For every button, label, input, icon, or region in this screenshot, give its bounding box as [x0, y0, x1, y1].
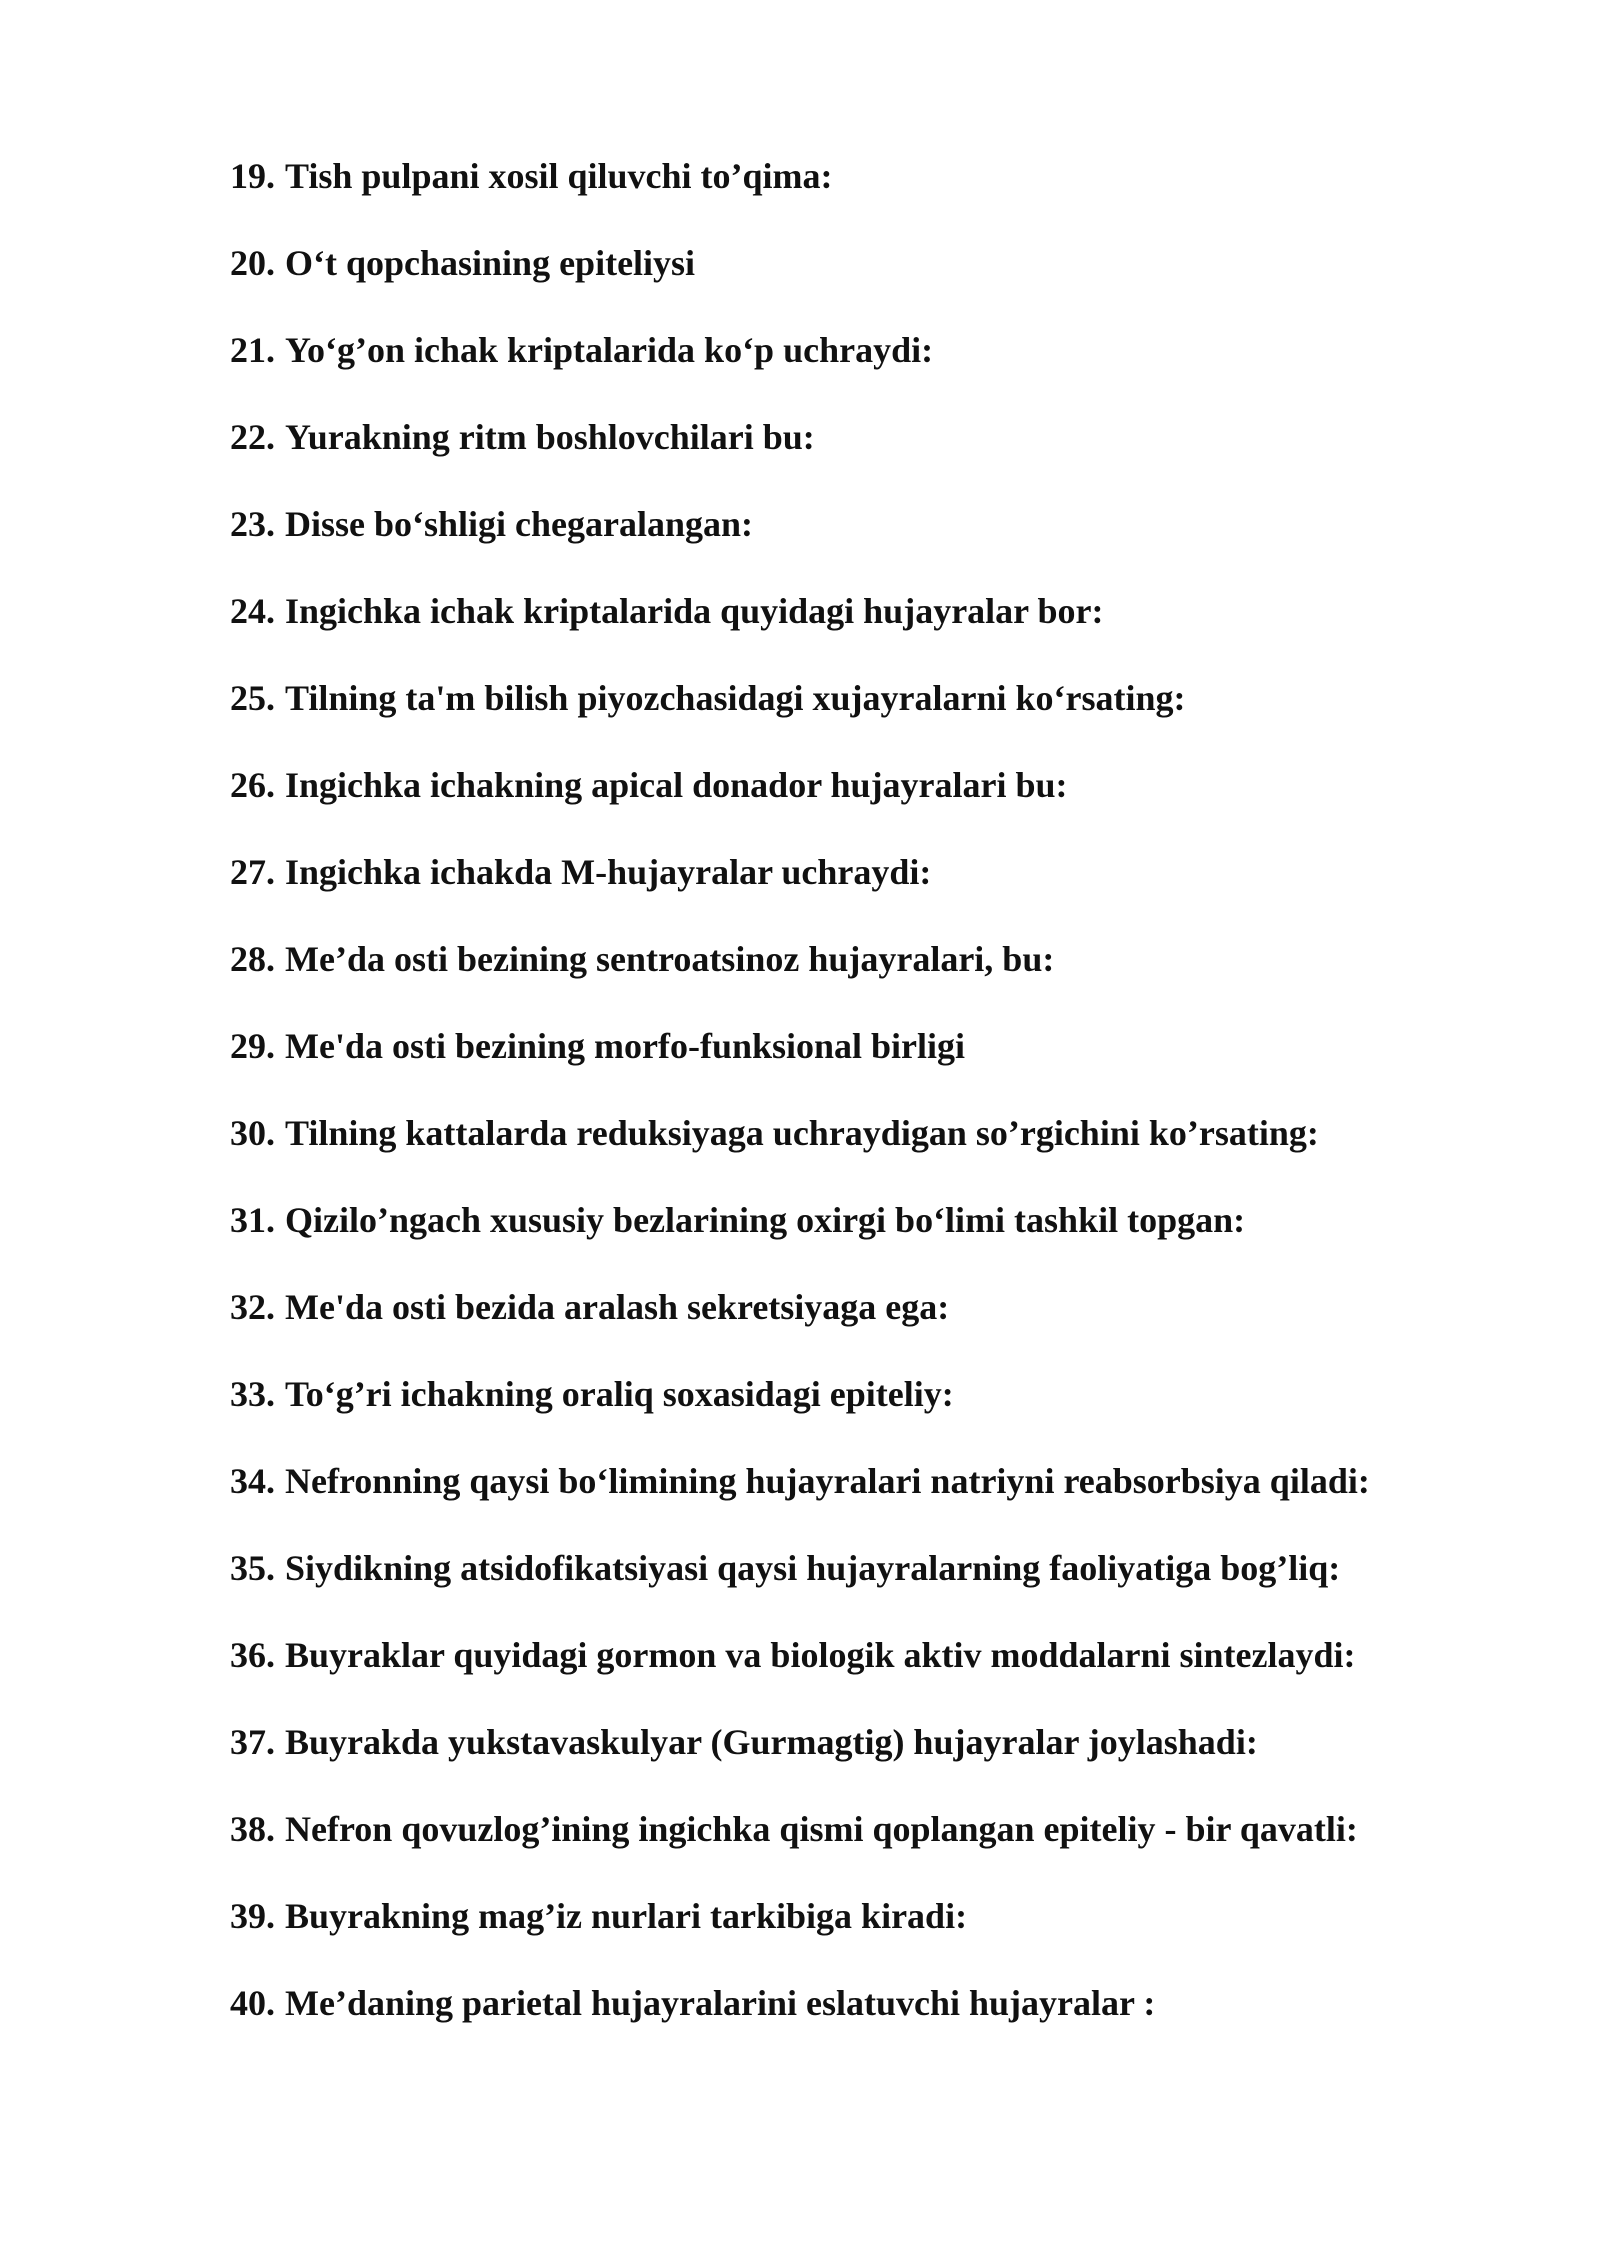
- question-text: Buyrakda yukstavaskulyar (Gurmagtig) hujayralar joylashadi:: [285, 1722, 1258, 1762]
- question-item: [230, 757, 1550, 844]
- question-item: [230, 409, 1550, 496]
- question-number: 39.: [230, 1896, 275, 1936]
- question-number: 33.: [230, 1374, 275, 1414]
- question-text: Tish pulpani xosil qiluvchi to’qima:: [285, 156, 833, 196]
- question-text: Qizilo’ngach xususiy bezlarining oxirgi bo‘limi tashkil topgan:: [285, 1200, 1246, 1240]
- question-number: 35.: [230, 1548, 275, 1588]
- question-number: 23.: [230, 504, 275, 544]
- question-item: [230, 1801, 1550, 1888]
- question-item: [230, 1366, 1550, 1453]
- question-item: [230, 844, 1550, 931]
- question-text: Nefronning qaysi bo‘limining hujayralari natriyni reabsorbsiya qiladi:: [285, 1461, 1370, 1501]
- question-item: [230, 1453, 1550, 1540]
- question-number: 19.: [230, 156, 275, 196]
- question-item: [230, 1888, 1550, 1975]
- question-number: 25.: [230, 678, 275, 718]
- question-item: [230, 1540, 1550, 1627]
- question-text: Yo‘g’on ichak kriptalarida ko‘p uchraydi:: [285, 330, 934, 370]
- question-text: Siydikning atsidofikatsiyasi qaysi hujayralarning faoliyatiga bog’liq:: [285, 1548, 1341, 1588]
- question-item: [230, 1192, 1550, 1279]
- question-text: Buyraklar quyidagi gormon va biologik aktiv moddalarni sintezlaydi:: [285, 1635, 1356, 1675]
- question-number: 34.: [230, 1461, 275, 1501]
- question-number: 29.: [230, 1026, 275, 1066]
- question-number: 22.: [230, 417, 275, 457]
- question-text: Me'da osti bezining morfo-funksional birligi: [285, 1026, 966, 1066]
- question-list: [230, 148, 1550, 2062]
- question-item: [230, 1105, 1550, 1192]
- question-text: Me’daning parietal hujayralarini eslatuvchi hujayralar :: [285, 1983, 1156, 2023]
- question-text: Me'da osti bezida aralash sekretsiyaga ega:: [285, 1287, 950, 1327]
- question-number: 37.: [230, 1722, 275, 1762]
- question-item: [230, 583, 1550, 670]
- question-text: Nefron qovuzlog’ining ingichka qismi qoplangan epiteliy - bir qavatli:: [285, 1809, 1358, 1849]
- question-number: 27.: [230, 852, 275, 892]
- question-item: [230, 1714, 1550, 1801]
- question-text: Ingichka ichak kriptalarida quyidagi hujayralar bor:: [285, 591, 1104, 631]
- question-text: Yurakning ritm boshlovchilari bu:: [285, 417, 815, 457]
- question-number: 26.: [230, 765, 275, 805]
- question-text: O‘t qopchasining epiteliysi: [285, 243, 696, 283]
- question-item: [230, 322, 1550, 409]
- question-item: [230, 670, 1550, 757]
- question-number: 20.: [230, 243, 275, 283]
- question-text: Buyrakning mag’iz nurlari tarkibiga kiradi:: [285, 1896, 968, 1936]
- question-item: [230, 1627, 1550, 1714]
- question-item: [230, 148, 1550, 235]
- question-text: Ingichka ichakda M-hujayralar uchraydi:: [285, 852, 932, 892]
- question-number: 36.: [230, 1635, 275, 1675]
- question-number: 30.: [230, 1113, 275, 1153]
- question-item: [230, 1279, 1550, 1366]
- question-number: 32.: [230, 1287, 275, 1327]
- question-text: Me’da osti bezining sentroatsinoz hujayralari, bu:: [285, 939, 1055, 979]
- question-text: Tilning kattalarda reduksiyaga uchraydigan so’rgichini ko’rsating:: [285, 1113, 1319, 1153]
- question-item: [230, 1018, 1550, 1105]
- question-text: Ingichka ichakning apical donador hujayralari bu:: [285, 765, 1068, 805]
- question-item: [230, 235, 1550, 322]
- question-item: [230, 931, 1550, 1018]
- question-number: 31.: [230, 1200, 275, 1240]
- question-text: To‘g’ri ichakning oraliq soxasidagi epiteliy:: [285, 1374, 954, 1414]
- question-number: 24.: [230, 591, 275, 631]
- question-number: 40.: [230, 1983, 275, 2023]
- question-item: [230, 496, 1550, 583]
- question-number: 21.: [230, 330, 275, 370]
- question-text: Disse bo‘shligi chegaralangan:: [285, 504, 754, 544]
- question-number: 38.: [230, 1809, 275, 1849]
- question-item: [230, 1975, 1550, 2062]
- question-number: 28.: [230, 939, 275, 979]
- question-text: Tilning ta'm bilish piyozchasidagi xujayralarni ko‘rsating:: [285, 678, 1186, 718]
